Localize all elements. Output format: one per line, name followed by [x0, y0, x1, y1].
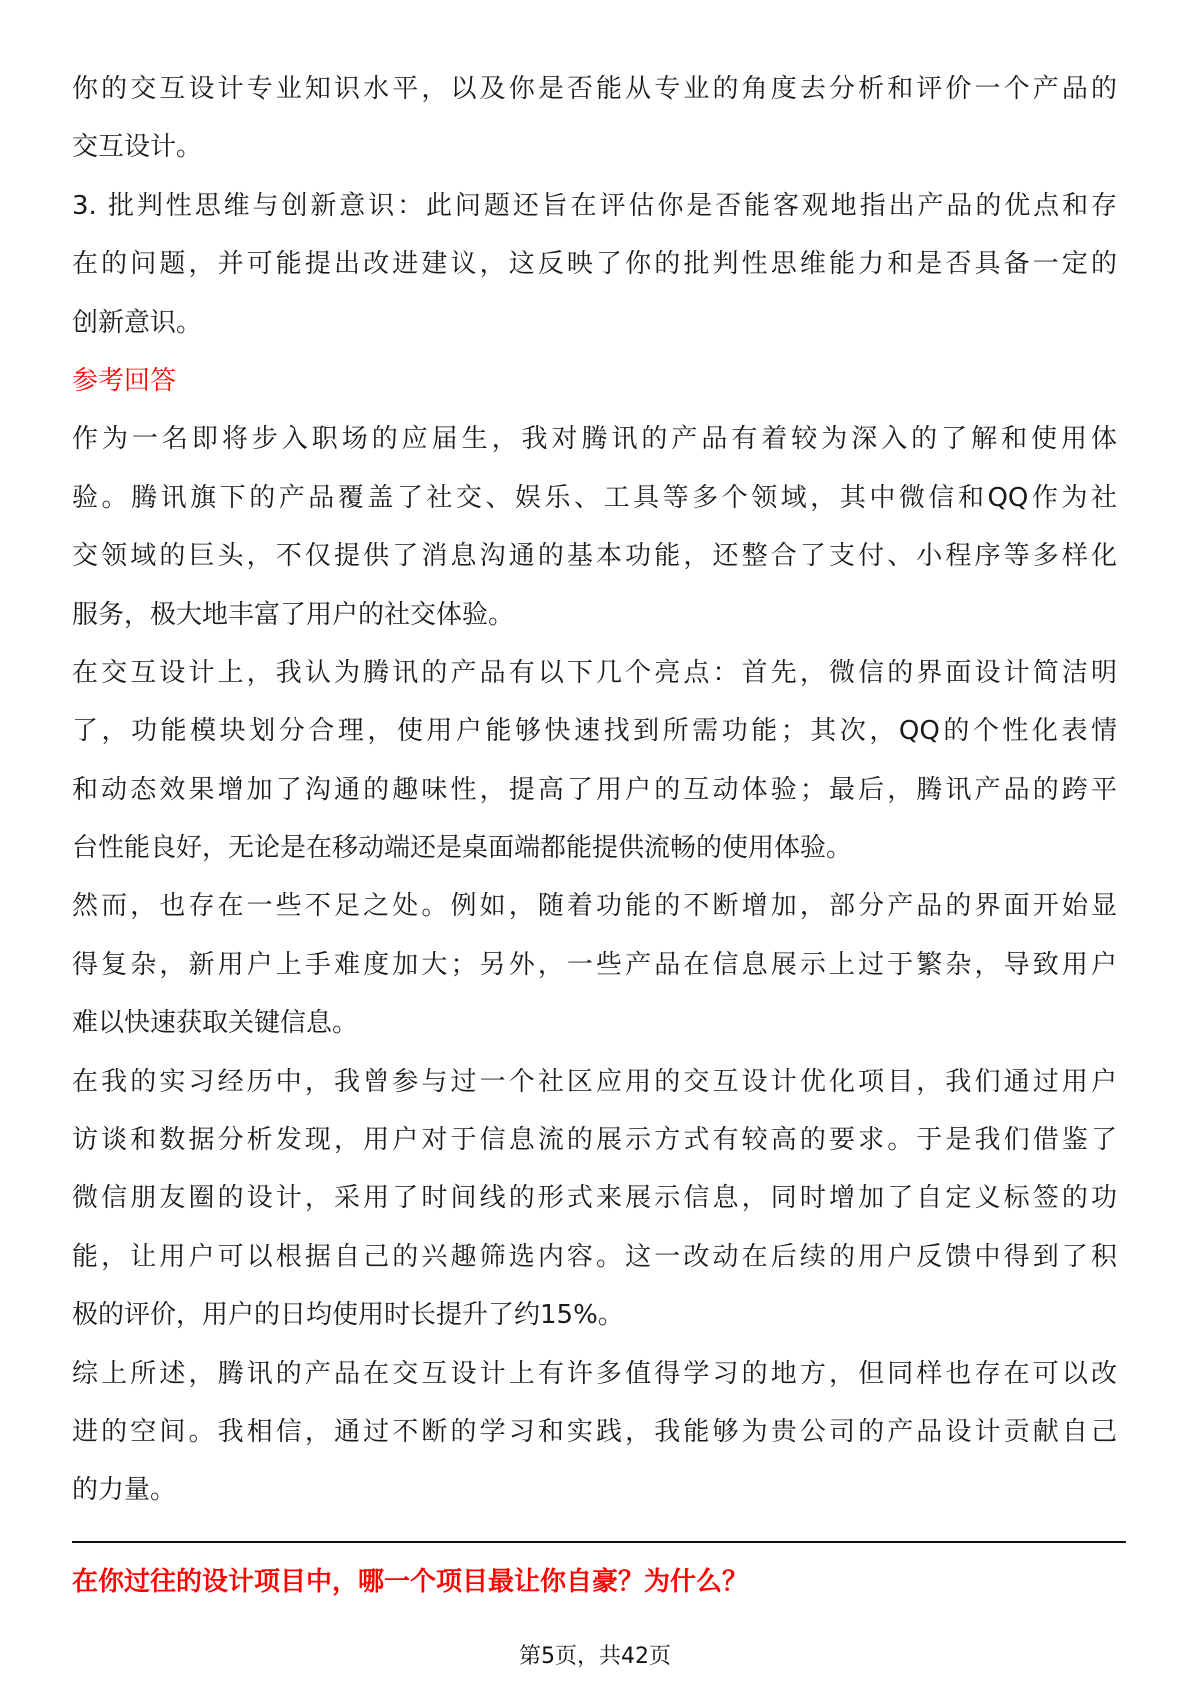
- paragraph: [72, 877, 1117, 1052]
- paragraph: [72, 1053, 1117, 1345]
- text-line: 创新意识。: [72, 307, 203, 338]
- document-body: [72, 60, 1117, 1520]
- paragraph: [72, 177, 1117, 352]
- next-question-heading: 在你过往的设计项目中，哪一个项目最让你自豪？为什么？: [72, 1567, 749, 1597]
- text-line: 和动态效果增加了沟通的趣味性，提高了用户的互动体验；最后，腾讯产品的跨平: [72, 774, 1117, 805]
- text-line: 在的问题，并可能提出改进建议，这反映了你的批判性思维能力和是否具备一定的: [72, 249, 1117, 280]
- text-line: 极的评价，用户的日均使用时长提升了约15%。: [72, 1300, 624, 1331]
- text-line: 作为一名即将步入职场的应届生，我对腾讯的产品有着较为深入的了解和使用体: [72, 424, 1117, 455]
- text-line: 难以快速获取关键信息。: [72, 1008, 359, 1039]
- text-line: 的力量。: [72, 1475, 177, 1506]
- section-divider: [72, 1541, 1126, 1543]
- text-line: 得复杂，新用户上手难度加大；另外，一些产品在信息展示上过于繁杂，导致用户: [72, 949, 1117, 980]
- section-heading: [72, 352, 1117, 410]
- text-line: 了，功能模块划分合理，使用户能够快速找到所需功能；其次，QQ的个性化表情: [72, 716, 1117, 747]
- text-line: 3. 批判性思维与创新意识：此问题还旨在评估你是否能客观地指出产品的优点和存: [72, 190, 1117, 221]
- text-line: 能，让用户可以根据自己的兴趣筛选内容。这一改动在后续的用户反馈中得到了积: [72, 1241, 1117, 1272]
- text-line: 访谈和数据分析发现，用户对于信息流的展示方式有较高的要求。于是我们借鉴了: [72, 1125, 1117, 1156]
- text-line: 台性能良好，无论是在移动端还是桌面端都能提供流畅的使用体验。: [72, 833, 853, 864]
- paragraph: [72, 1345, 1117, 1520]
- paragraph: [72, 644, 1117, 878]
- text-line: 交互设计。: [72, 132, 203, 163]
- page-number: 第5页，共42页: [519, 1644, 671, 1669]
- text-line: 在我的实习经历中，我曾参与过一个社区应用的交互设计优化项目，我们通过用户: [72, 1066, 1117, 1097]
- text-line: 服务，极大地丰富了用户的社交体验。: [72, 599, 515, 630]
- text-line: 交领域的巨头，不仅提供了消息沟通的基本功能，还整合了支付、小程序等多样化: [72, 541, 1117, 572]
- text-line: 在交互设计上，我认为腾讯的产品有以下几个亮点：首先，微信的界面设计简洁明: [72, 657, 1117, 688]
- paragraph: [72, 410, 1117, 644]
- text-line: 你的交互设计专业知识水平，以及你是否能从专业的角度去分析和评价一个产品的: [72, 74, 1117, 104]
- text-line: 验。腾讯旗下的产品覆盖了社交、娱乐、工具等多个领域，其中微信和QQ作为社: [72, 482, 1117, 513]
- text-line: 然而，也存在一些不足之处。例如，随着功能的不断增加，部分产品的界面开始显: [72, 891, 1117, 922]
- text-line: 微信朋友圈的设计，采用了时间线的形式来展示信息，同时增加了自定义标签的功: [72, 1183, 1117, 1214]
- paragraph: [72, 60, 1117, 177]
- text-line: 进的空间。我相信，通过不断的学习和实践，我能够为贵公司的产品设计贡献自己: [72, 1416, 1117, 1447]
- heading-text: 参考回答: [72, 365, 177, 396]
- text-line: 综上所述，腾讯的产品在交互设计上有许多值得学习的地方，但同样也存在可以改: [72, 1358, 1117, 1389]
